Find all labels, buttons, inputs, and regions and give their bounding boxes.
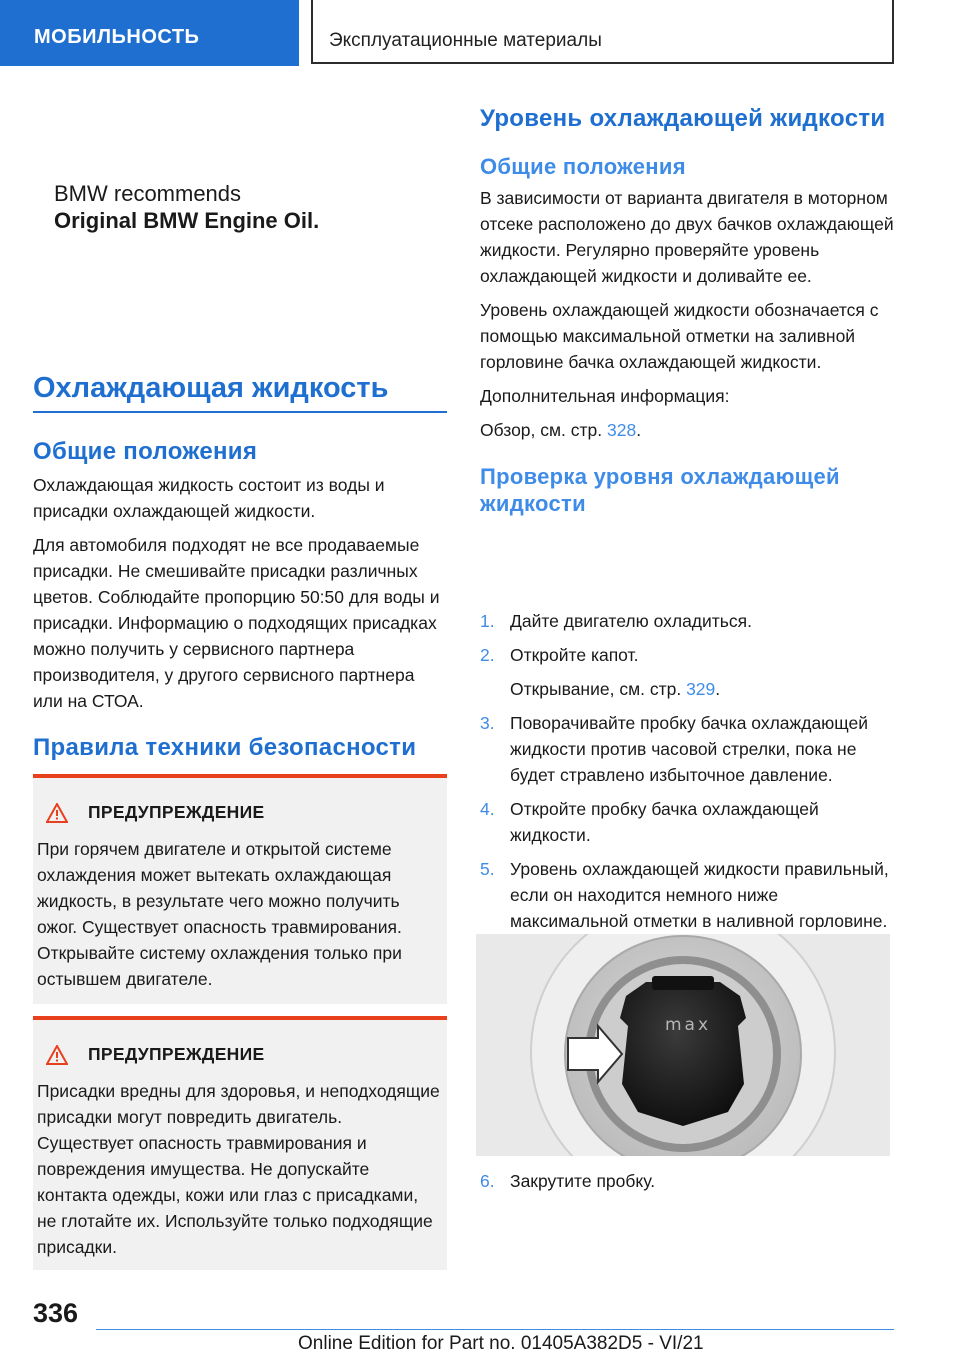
left-paragraph-2: Для автомобиля подходят не все продаваемые присадки. Не смешивайте присадки различных цветов. Соблюдайте пропорцию 50:50 для воды и присадки. Информацию о подходящих присадках можно получить у сервисного партнера производителя, у другого сервисного партнера или на СТОА. (33, 535, 440, 711)
warning-title-2: ПРЕДУПРЕЖДЕНИЕ (88, 1044, 265, 1064)
general-heading-left: Общие положения (33, 438, 258, 465)
list-item (480, 856, 894, 934)
overview-ref-text: Обзор, см. стр. (480, 420, 603, 440)
hood-page-link[interactable]: 329 (686, 679, 716, 699)
step-number: 5. (480, 859, 495, 879)
warning-title-1: ПРЕДУПРЕЖДЕНИЕ (88, 802, 265, 822)
edition-label: Online Edition for Part no. 01405A382D5 - VI/21 (298, 1333, 704, 1354)
topic-label: Эксплуатационные материалы (329, 30, 602, 51)
filler-neck-illustration (476, 934, 890, 1156)
step-number: 2. (480, 645, 495, 665)
right-paragraph-2: Уровень охлаждающей жидкости обозначается с помощью максимальной отметки на заливной горловине бачка охлаждающей жидкости. (480, 300, 879, 372)
step-number: 6. (480, 1171, 495, 1191)
right-paragraph-3: Дополнительная информация: (480, 386, 730, 406)
overview-page-link[interactable]: 328 (607, 420, 637, 440)
step-text: Поворачивайте пробку бачка охлаждающей жидкости против часовой стрелки, пока не будет стравлено избыточное давление. (510, 713, 869, 785)
check-heading: Проверка уровня охлаждающей жидкости (480, 464, 840, 516)
warning-head-1 (46, 802, 264, 823)
step-number: 3. (480, 713, 495, 733)
header-bar (0, 0, 960, 66)
step-text: Уровень охлаждающей жидкости правильный, если он находится немного ниже максимальной отметки в наливной горловине. (510, 859, 889, 931)
banner-line-2: Original BMW Engine Oil. (54, 208, 320, 233)
step-text: Закрутите пробку. (510, 1171, 656, 1191)
warning-box-2 (33, 1016, 447, 1270)
step-text: Откройте капот. (510, 645, 639, 665)
page-title-left: Охлаждающая жидкость (33, 372, 389, 404)
coolant-filler-photo (476, 934, 890, 1156)
section-tab[interactable] (0, 0, 299, 66)
step-text: Дайте двигателю охладиться. (510, 611, 753, 631)
list-item (480, 642, 894, 668)
page-title-right: Уровень охлаждающей жидкости (480, 105, 886, 132)
right-column-top (480, 103, 894, 517)
step-number: 1. (480, 611, 495, 631)
safety-heading-wrap (33, 734, 447, 761)
steps-list-tail (480, 1168, 894, 1194)
coolant-section-title (33, 370, 447, 413)
max-mark-label: max (664, 1015, 712, 1035)
topic-tab[interactable] (311, 0, 894, 64)
step-text: Откройте пробку бачка охлаждающей жидкости. (510, 799, 819, 845)
section-label: МОБИЛЬНОСТЬ (34, 26, 200, 48)
oil-advert-banner (54, 180, 319, 234)
page-number: 336 (33, 1298, 79, 1328)
list-item (480, 1168, 894, 1194)
left-paragraph-1: Охлаждающая жидкость состоит из воды и присадки охлаждающей жидкости. (33, 475, 385, 521)
right-paragraph-1: В зависимости от варианта двигателя в моторном отсеке расположено до двух бачков охлаждающей жидкости. Регулярно проверяйте уровень охлаждающей жидкости и доливайте ее. (480, 188, 894, 286)
warning-head-2 (46, 1044, 264, 1065)
title-rule (33, 411, 447, 413)
banner-line-1: BMW recommends (54, 181, 242, 206)
list-item (480, 608, 894, 634)
footer-rule (96, 1329, 894, 1330)
step-number: 4. (480, 799, 495, 819)
warning-triangle-icon (46, 1045, 68, 1065)
warning-text-2: Присадки вредны для здоровья, и неподходящие присадки могут повредить двигатель. Существует опасность травмирования и повреждения имущества. Не допускайте контакта одежды, кожи или глаз с присадками, не глотайте их. Используйте только подходящие присадки. (37, 1081, 440, 1257)
list-item (480, 796, 894, 848)
warning-box-1 (33, 774, 447, 1004)
warning-text-1: При горячем двигателе и открытой системе охлаждения может вытекать охлаждающая жидкость, в результате чего можно получить ожог. Существует опасность травмирования. Открывайте систему охлаждения только при остывшем двигателе. (37, 839, 402, 989)
safety-heading: Правила техники безопасности (33, 734, 417, 761)
warning-triangle-icon (46, 803, 68, 823)
general-heading-right: Общие положения (480, 154, 686, 179)
hood-ref-text: Открывание, см. стр. (510, 679, 682, 699)
left-general (33, 438, 447, 714)
right-paragraph-4: Обзор, см. стр. 328. (480, 420, 642, 440)
list-item (480, 710, 894, 788)
list-item-sub: Открывание, см. стр. 329. (510, 679, 721, 699)
steps-list (480, 608, 894, 934)
